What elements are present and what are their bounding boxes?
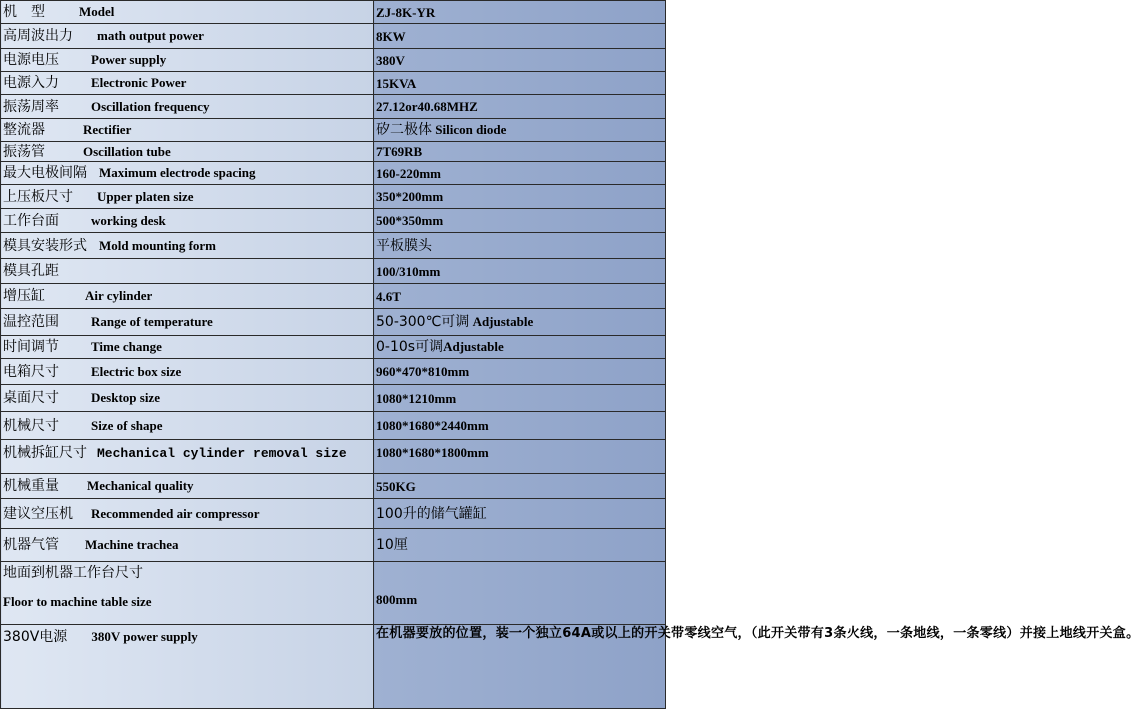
label-en: Desktop size xyxy=(91,390,160,405)
value-text: 500*350mm xyxy=(376,213,444,228)
label-en: Power supply xyxy=(91,52,167,67)
label-en: working desk xyxy=(91,212,166,228)
value-text: 7T69RB xyxy=(376,144,423,159)
label-cn: 建议空压机 xyxy=(3,505,73,522)
value-text: 15KVA xyxy=(376,75,417,91)
label-cell xyxy=(1,233,374,259)
value-en: Adjustable xyxy=(472,314,534,329)
label-cell xyxy=(1,95,374,119)
label-cell xyxy=(1,162,374,185)
value-text: 10厘 xyxy=(376,537,408,553)
value-cell xyxy=(374,385,666,412)
label-en: Time change xyxy=(91,339,162,354)
label-cn: 机器气管 xyxy=(3,537,59,553)
label-en: Mold mounting form xyxy=(99,237,216,253)
label-en: 380V power supply xyxy=(91,629,198,644)
label-cell xyxy=(1,142,374,162)
value-en: Adjustable xyxy=(443,339,504,354)
label-en: Model xyxy=(79,4,115,19)
value-cell xyxy=(374,95,666,119)
value-cell xyxy=(374,309,666,336)
label-en: Mechanical quality xyxy=(87,478,194,493)
value-text: 100升的储气罐缸 xyxy=(376,505,487,522)
table-row xyxy=(1,119,666,142)
value-text: 4.6T xyxy=(376,288,401,304)
value-cell xyxy=(374,233,666,259)
value-cell xyxy=(374,24,666,49)
value-cn: 矽二极体 xyxy=(376,122,432,138)
value-cell xyxy=(374,162,666,185)
value-text: 8KW xyxy=(376,28,406,44)
value-text: 27.12or40.68MHZ xyxy=(376,99,478,114)
label-cn: 电源入力 xyxy=(3,75,59,91)
value-text: 160-220mm xyxy=(376,165,441,181)
label-cell xyxy=(1,412,374,440)
label-en: Electric box size xyxy=(91,363,182,379)
label-en: Range of temperature xyxy=(91,314,213,329)
label-cn: 电源电压 xyxy=(3,52,59,68)
table-row xyxy=(1,162,666,185)
table-row xyxy=(1,385,666,412)
value-text: 380V xyxy=(376,52,405,68)
table-row xyxy=(1,72,666,95)
table-row xyxy=(1,474,666,499)
value-cell xyxy=(374,284,666,309)
label-en: Electronic Power xyxy=(91,75,187,90)
table-row xyxy=(1,1,666,24)
table-row xyxy=(1,49,666,72)
value-cell xyxy=(374,336,666,359)
label-cn: 机械拆缸尺寸 xyxy=(3,445,87,461)
label-cell xyxy=(1,499,374,529)
value-text: 1080*1680*1800mm xyxy=(376,445,489,460)
value-en: Silicon diode xyxy=(435,122,507,137)
label-en: Oscillation frequency xyxy=(91,98,210,114)
label-cn: 模具孔距 xyxy=(3,263,59,279)
label-cn: 地面到机器工作台尺寸 xyxy=(3,565,143,581)
value-text: 960*470*810mm xyxy=(376,364,470,379)
label-cell xyxy=(1,284,374,309)
table-row xyxy=(1,233,666,259)
table-row xyxy=(1,625,666,709)
value-text: ZJ-8K-YR xyxy=(376,4,436,20)
label-cell xyxy=(1,529,374,562)
label-cell xyxy=(1,385,374,412)
table-row xyxy=(1,499,666,529)
label-en: Recommended air compressor xyxy=(91,505,260,521)
label-cell xyxy=(1,336,374,359)
value-cell xyxy=(374,440,666,474)
value-cell xyxy=(374,142,666,162)
table-row xyxy=(1,336,666,359)
table-row xyxy=(1,95,666,119)
value-text: 平板膜头 xyxy=(376,237,432,254)
value-cell xyxy=(374,359,666,385)
label-cn: 高周波出力 xyxy=(3,28,73,44)
label-cell xyxy=(1,359,374,385)
label-cell xyxy=(1,24,374,49)
label-cell xyxy=(1,625,374,709)
label-en: Machine trachea xyxy=(85,537,179,552)
label-cn: 机械重量 xyxy=(3,478,59,494)
value-text: 550KG xyxy=(376,478,416,494)
value-cn: 0-10s可调 xyxy=(376,339,444,355)
label-cn: 振荡管 xyxy=(3,143,45,160)
value-cell xyxy=(374,412,666,440)
label-en: Air cylinder xyxy=(85,288,153,303)
label-cn: 工作台面 xyxy=(3,212,59,229)
value-cell xyxy=(374,499,666,529)
label-cn: 桌面尺寸 xyxy=(3,390,59,406)
value-cell xyxy=(374,259,666,284)
value-cell xyxy=(374,209,666,233)
label-en: Maximum electrode spacing xyxy=(99,165,256,180)
label-en: Rectifier xyxy=(83,122,132,137)
table-row xyxy=(1,412,666,440)
table-row xyxy=(1,309,666,336)
label-cn: 模具安装形式 xyxy=(3,237,87,254)
value-text: 1080*1210mm xyxy=(376,390,457,406)
label-cell xyxy=(1,1,374,24)
table-row xyxy=(1,259,666,284)
label-cn: 上压板尺寸 xyxy=(3,188,73,205)
label-cell xyxy=(1,209,374,233)
label-cn: 振荡周率 xyxy=(3,98,59,115)
label-cn: 最大电极间隔 xyxy=(3,165,87,181)
label-en: Floor to machine table size xyxy=(3,594,152,609)
label-cell xyxy=(1,309,374,336)
label-cn: 增压缸 xyxy=(3,288,45,304)
label-cell xyxy=(1,49,374,72)
value-cell xyxy=(374,185,666,209)
value-cell xyxy=(374,529,666,562)
table-row xyxy=(1,24,666,49)
label-cn: 温控范围 xyxy=(3,314,59,330)
value-cell xyxy=(374,562,666,625)
value-text: 800mm xyxy=(376,592,418,607)
label-cn: 时间调节 xyxy=(3,339,59,355)
value-cell xyxy=(374,1,666,24)
label-cell xyxy=(1,474,374,499)
table-row xyxy=(1,440,666,474)
label-cell xyxy=(1,440,374,474)
value-text: 1080*1680*2440mm xyxy=(376,418,489,433)
value-text: 100/310mm xyxy=(376,263,441,279)
label-cn: 380V电源 xyxy=(3,629,68,645)
label-en: Mechanical cylinder removal size xyxy=(97,446,347,461)
label-en: Upper platen size xyxy=(97,188,194,204)
value-text: 在机器要放的位置，装一个独立64A或以上的开关带零线空气，（此开关带有3条火线，一条地线，一条零线）并接上地线开关盒。 xyxy=(376,626,1139,641)
value-cell xyxy=(374,72,666,95)
value-text: 350*200mm xyxy=(376,189,444,204)
table-row xyxy=(1,209,666,233)
label-cn: 机械尺寸 xyxy=(3,417,59,434)
table-row xyxy=(1,359,666,385)
label-cell xyxy=(1,119,374,142)
value-cn: 50-300℃可调 xyxy=(376,314,470,330)
table-row xyxy=(1,142,666,162)
value-cell xyxy=(374,49,666,72)
label-cn: 整流器 xyxy=(3,122,45,138)
label-en: Size of shape xyxy=(91,417,163,433)
label-cn: 电箱尺寸 xyxy=(3,363,59,380)
table-row xyxy=(1,185,666,209)
label-cell xyxy=(1,185,374,209)
value-cell xyxy=(374,625,1139,709)
table-row xyxy=(1,284,666,309)
label-cell xyxy=(1,259,374,284)
value-cell xyxy=(374,474,666,499)
label-en: math output power xyxy=(97,28,204,43)
label-en: Oscillation tube xyxy=(83,143,171,159)
value-cell xyxy=(374,119,666,142)
table-row xyxy=(1,529,666,562)
label-cell xyxy=(1,562,374,625)
table-row xyxy=(1,562,666,625)
label-cn: 机 型 xyxy=(3,4,45,20)
label-cell xyxy=(1,72,374,95)
